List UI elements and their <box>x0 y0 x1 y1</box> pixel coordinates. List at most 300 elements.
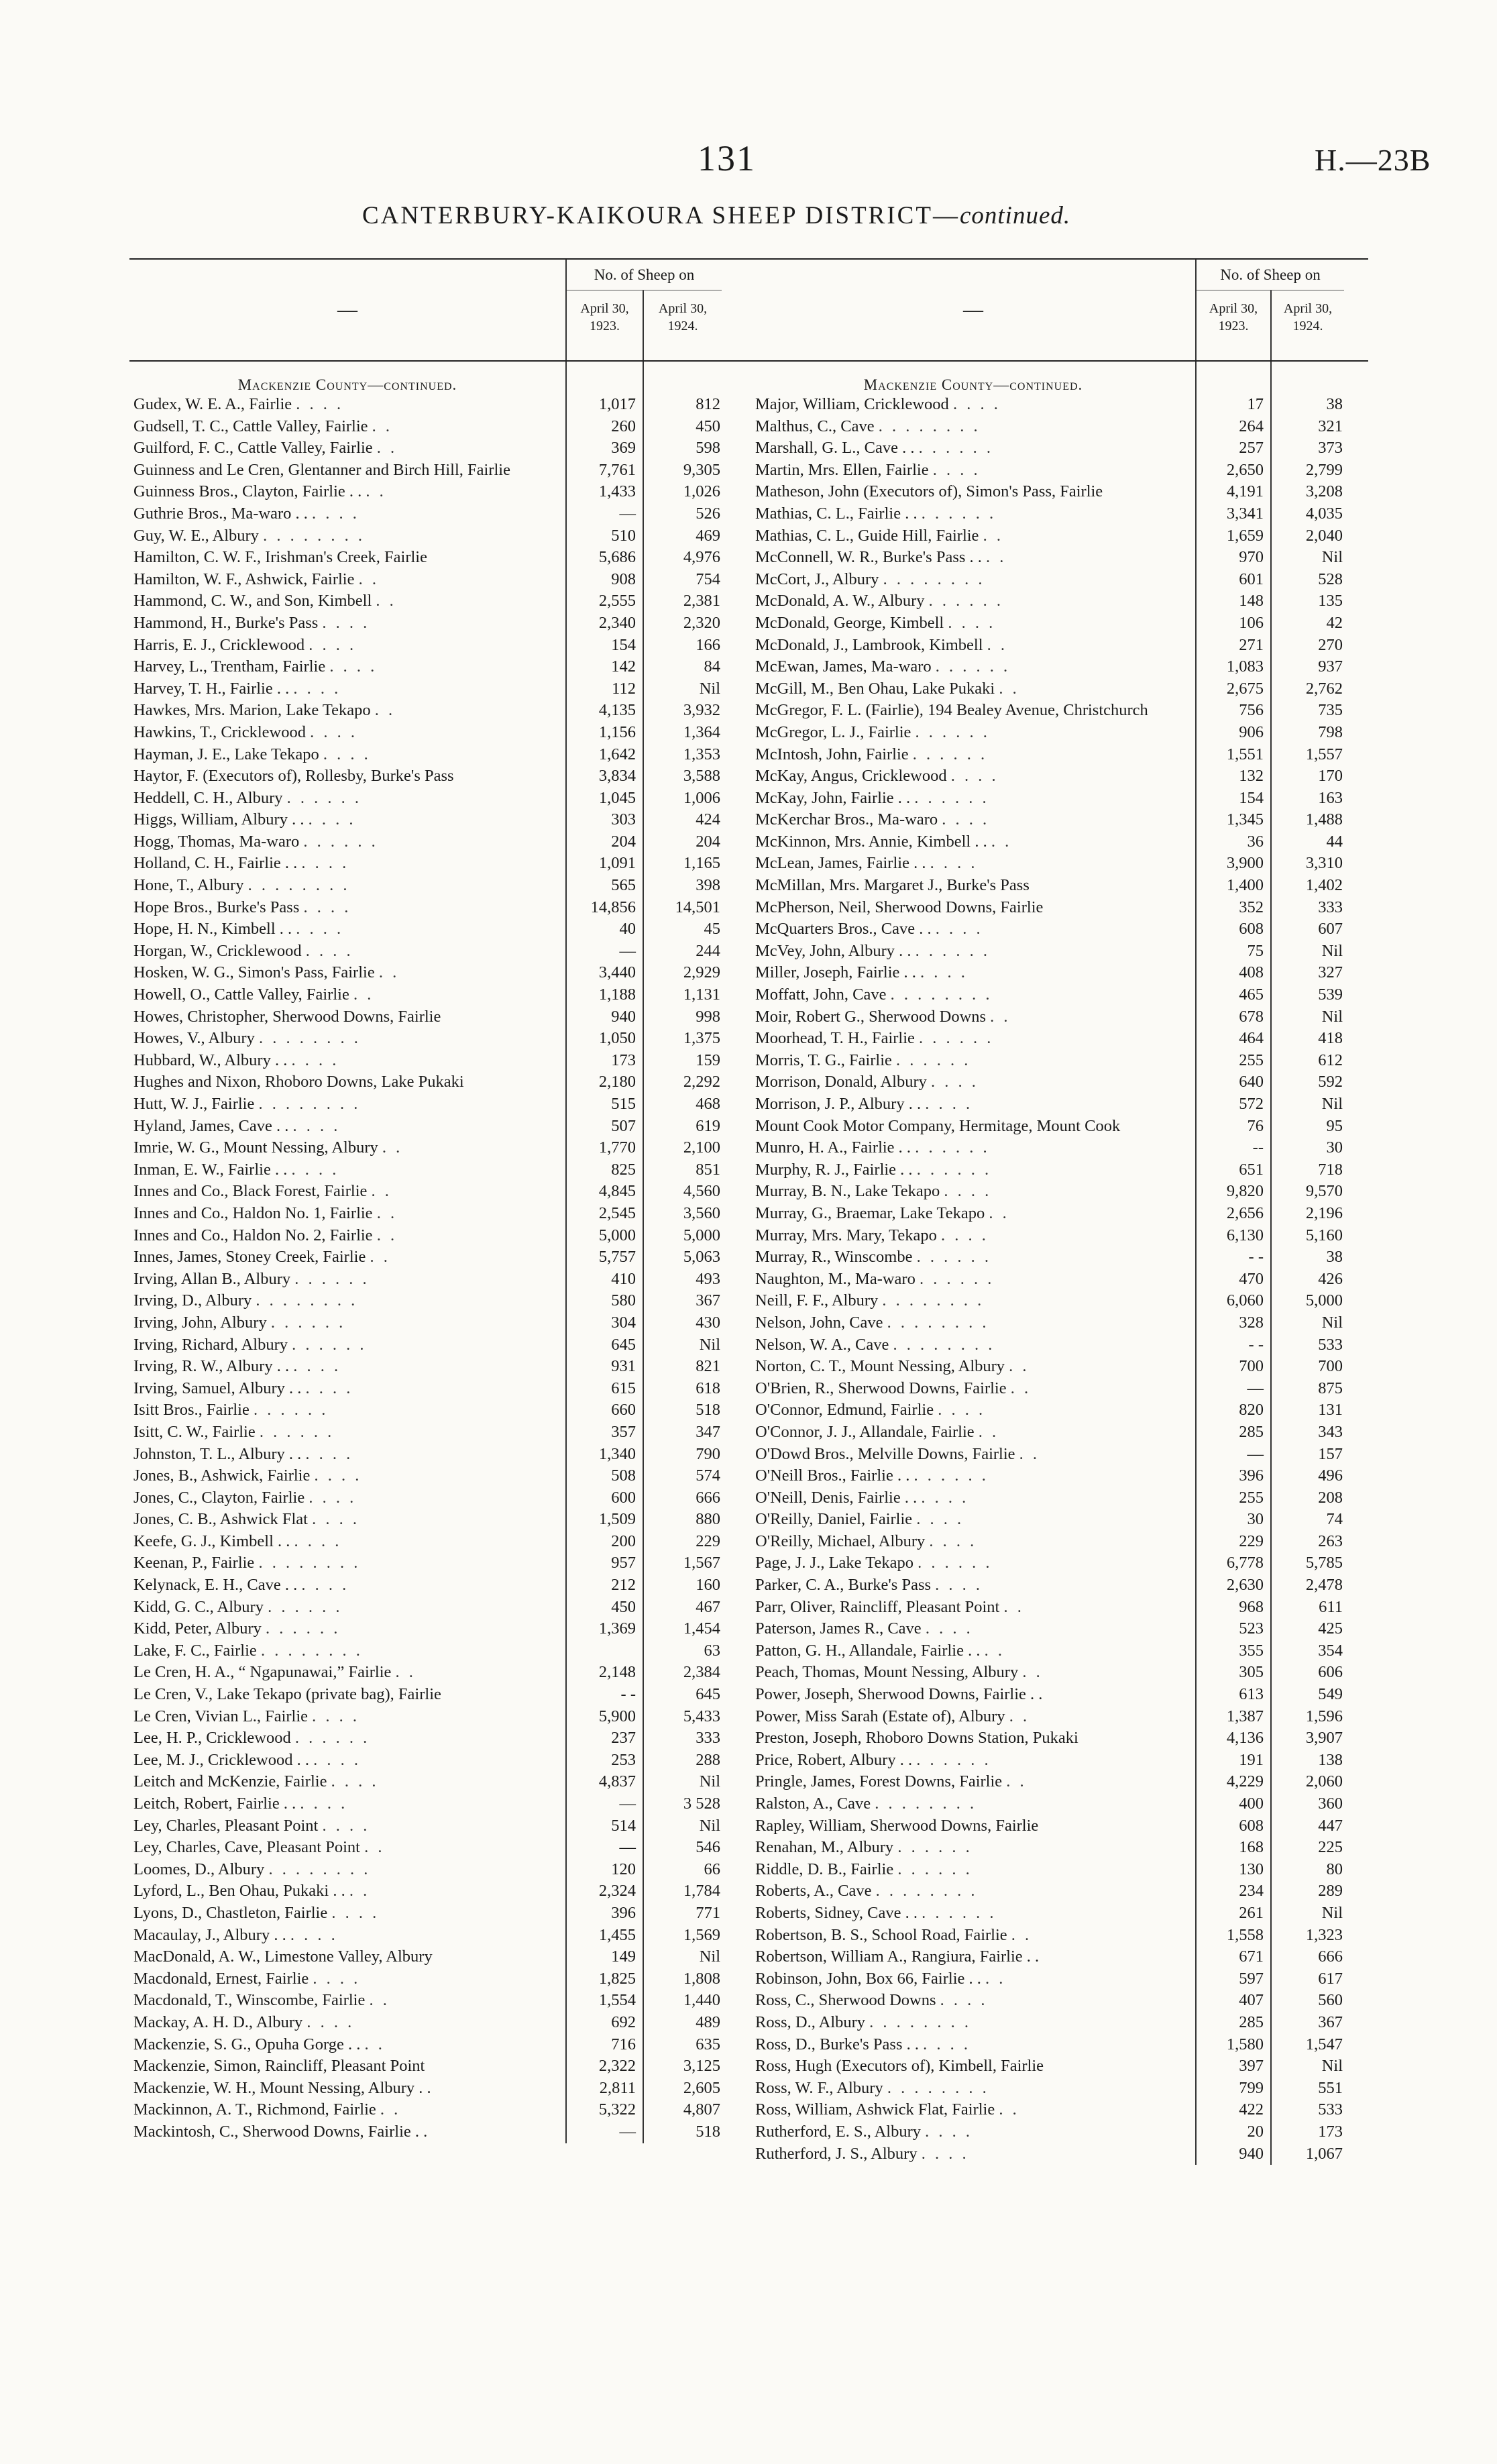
table-row <box>129 1181 800 1203</box>
table-row <box>751 1574 1368 1597</box>
sheep-count-1924: 821 <box>696 1357 720 1376</box>
sheep-count-1924: 9,305 <box>683 460 720 479</box>
leader-dots: . . <box>985 1969 1006 1988</box>
sheep-count-1923: 191 <box>1239 1750 1264 1769</box>
sheep-count-1924: 598 <box>696 439 720 458</box>
table-row <box>129 1990 800 2012</box>
owner-name: Rapley, William, Sherwood Downs, Fairlie <box>755 1816 1039 1835</box>
sheep-count-1923: 3,440 <box>598 963 636 982</box>
owner-name-cell <box>751 460 1195 482</box>
owner-name: Ross, William, Ashwick Flat, Fairlie <box>755 2100 995 2119</box>
table-row <box>751 2121 1368 2143</box>
sheep-count-1924: 3,560 <box>683 1203 720 1222</box>
owner-name: Murray, R., Winscombe <box>755 1248 913 1267</box>
sheep-count-1923: 6,778 <box>1226 1554 1264 1572</box>
sheep-count-1924: 74 <box>1326 1510 1343 1529</box>
sheep-count-1923: 253 <box>611 1750 636 1769</box>
sheep-count-1923: 464 <box>1239 1029 1264 1048</box>
owner-name-cell <box>751 1378 1195 1400</box>
leader-dots: . . . . <box>308 810 356 829</box>
table-row <box>751 1334 1368 1356</box>
owner-name-cell <box>751 941 1195 963</box>
sheep-count-1923: 970 <box>1239 548 1264 567</box>
sheep-count-1924: 38 <box>1326 1248 1343 1267</box>
sheep-count-1924: 3 528 <box>683 1795 720 1813</box>
owner-name: Macdonald, T., Winscombe, Fairlie <box>133 1991 366 2010</box>
sheep-count-1923: — <box>619 2122 636 2141</box>
sheep-count-1924: 2,060 <box>1305 1772 1343 1791</box>
table-row <box>751 984 1368 1006</box>
col-1924-header: April 30, 1924. <box>1283 301 1333 333</box>
leader-dots: . . <box>395 1663 416 1682</box>
sheep-count-1924: 398 <box>696 876 720 895</box>
owner-name-cell <box>129 1028 565 1050</box>
table-row <box>751 1203 1368 1225</box>
sheep-count-1923: 465 <box>1239 985 1264 1004</box>
owner-name: Hutt, W. J., Fairlie <box>133 1095 255 1113</box>
owner-name: Macdonald, Ernest, Fairlie <box>133 1969 309 1988</box>
sheep-count-1924: 208 <box>1318 1488 1343 1507</box>
owner-name-cell <box>751 788 1195 810</box>
table-row <box>129 984 800 1006</box>
table-row <box>129 1246 800 1269</box>
sheep-count-1923: 1,509 <box>598 1510 636 1529</box>
sheep-count-1923: - - <box>1248 1248 1264 1267</box>
leader-dots: . . . . <box>294 1532 342 1550</box>
owner-name: Riddle, D. B., Fairlie <box>755 1860 894 1878</box>
sheep-count-1924: 1,364 <box>683 722 720 741</box>
table-row <box>751 1181 1368 1203</box>
leader-dots: . . . . <box>291 1051 339 1069</box>
table-row <box>129 547 800 569</box>
owner-name-cell <box>751 1225 1195 1247</box>
table-row <box>751 765 1368 788</box>
sheep-count-1924: 607 <box>1318 920 1343 939</box>
sheep-count-1924: 546 <box>696 1838 720 1857</box>
leader-dots: . . <box>984 1641 1005 1660</box>
table-row <box>751 1552 1368 1574</box>
sheep-count-1924: 666 <box>696 1488 720 1507</box>
owner-name-cell <box>129 1771 565 1793</box>
table-row <box>129 1028 800 1050</box>
leader-dots: . . . . <box>303 898 351 916</box>
owner-name: Power, Joseph, Sherwood Downs, Fairlie . . <box>755 1685 1043 1704</box>
sheep-count-1924: 44 <box>1326 832 1343 851</box>
leader-dots: . . . . . . <box>897 1838 973 1857</box>
owner-name-cell <box>751 1159 1195 1181</box>
owner-name: Jones, C., Clayton, Fairlie <box>133 1488 305 1507</box>
leader-dots: . . . . <box>291 1160 339 1179</box>
sheep-count-1924: 526 <box>696 504 720 523</box>
owner-name: Robertson, William A., Rangiura, Fairlie . . <box>755 1947 1040 1966</box>
sheep-count-1923: 120 <box>611 1860 636 1878</box>
leader-dots: . . . . . . . . <box>256 1291 358 1310</box>
leader-dots: . . . . <box>305 1379 353 1397</box>
owner-name: Mackenzie, S. G., Opuha Gorge . . <box>133 2035 361 2053</box>
sheep-count-1923: 148 <box>1239 592 1264 610</box>
owner-name: Mount Cook Motor Company, Hermitage, Mount Cook <box>755 1116 1121 1135</box>
sheep-count-label: No. of Sheep on <box>1197 260 1344 290</box>
table-row <box>751 569 1368 591</box>
owner-name-cell <box>129 1399 565 1422</box>
owner-name: Higgs, William, Albury . . <box>133 810 304 829</box>
owner-name: Lake, F. C., Fairlie <box>133 1641 257 1660</box>
sheep-count-1924: 735 <box>1318 701 1343 720</box>
owner-name: Irving, Allan B., Albury <box>133 1269 291 1288</box>
table-row <box>129 1487 800 1509</box>
owner-name-cell <box>751 1793 1195 1815</box>
table-row <box>129 460 800 482</box>
sheep-count-1923: 1,825 <box>598 1969 636 1988</box>
sheep-count-1924: Nil <box>1321 941 1343 960</box>
owner-name: Ross, D., Burke's Pass . . <box>755 2035 919 2053</box>
owner-name-cell <box>129 1159 565 1181</box>
leader-dots: . . . . <box>312 1510 359 1529</box>
sheep-count-1924: 1,353 <box>683 745 720 763</box>
leader-dots: . . <box>358 570 379 588</box>
sheep-count-1924: 3,125 <box>683 2057 720 2076</box>
table-row <box>129 1837 800 1859</box>
owner-name: Howell, O., Cattle Valley, Fairlie <box>133 985 349 1004</box>
leader-dots: . . . . . . <box>916 1160 992 1179</box>
table-row <box>129 1815 800 1837</box>
leader-dots: . . . . <box>296 395 344 413</box>
table-row <box>751 656 1368 678</box>
sheep-count-1923: 357 <box>611 1422 636 1441</box>
table-row <box>129 1531 800 1553</box>
sheep-count-1924: 354 <box>1318 1641 1343 1660</box>
owner-name: Paterson, James R., Cave <box>755 1619 922 1638</box>
sheep-count-1923: 957 <box>611 1554 636 1572</box>
sheep-count-1924: 2,292 <box>683 1073 720 1091</box>
owner-name: Horgan, W., Cricklewood <box>133 941 302 960</box>
table-row <box>751 1487 1368 1509</box>
sheep-count-1923: -- <box>1252 1138 1264 1157</box>
owner-name-cell <box>751 2055 1195 2078</box>
table-row <box>751 590 1368 612</box>
owner-name: Hope, H. N., Kimbell . . <box>133 920 292 939</box>
sheep-count-1924: 45 <box>704 920 720 939</box>
sheep-count-1924: Nil <box>699 1772 720 1791</box>
owner-name: Morris, T. G., Fairlie <box>755 1051 892 1069</box>
sheep-count-1924: 635 <box>696 2035 720 2053</box>
sheep-count-1924: 1,165 <box>683 854 720 873</box>
owner-name-cell <box>129 1312 565 1334</box>
owner-name: McVey, John, Albury . . <box>755 941 911 960</box>
leader-dots: . . . . . . <box>253 1401 329 1420</box>
owner-name-cell <box>129 394 565 416</box>
leader-dots: . . . . . . . . <box>268 1860 371 1878</box>
owner-name-cell <box>129 1880 565 1903</box>
owner-name: Mackenzie, Simon, Raincliff, Pleasant Point <box>133 2057 425 2076</box>
owner-name: Robinson, John, Box 66, Fairlie . . <box>755 1969 981 1988</box>
sheep-count-1923: 408 <box>1239 963 1264 982</box>
owner-name-cell <box>751 1487 1195 1509</box>
sheep-count-1924: 3,208 <box>1305 482 1343 501</box>
owner-name: Patton, G. H., Allandale, Fairlie . . <box>755 1641 981 1660</box>
owner-name: McKay, John, Fairlie . . <box>755 788 911 807</box>
sheep-count-1923: 229 <box>1239 1532 1264 1550</box>
sheep-count-1923: — <box>1247 1444 1264 1463</box>
sheep-count-header <box>567 260 722 360</box>
owner-name: Murray, B. N., Lake Tekapo <box>755 1182 940 1201</box>
owner-name-cell <box>751 635 1195 657</box>
owner-name-cell <box>751 1837 1195 1859</box>
owner-name: Morrison, J. P., Albury . . <box>755 1095 922 1113</box>
owner-name-cell <box>751 1925 1195 1947</box>
sheep-count-1924: 493 <box>696 1269 720 1288</box>
sheep-count-1924: 2,929 <box>683 963 720 982</box>
sheep-count-1923: 1,369 <box>598 1619 636 1638</box>
owner-name-cell <box>129 2078 565 2100</box>
table-row <box>129 1968 800 1990</box>
table-row <box>129 962 800 984</box>
sheep-count-1923: 515 <box>611 1095 636 1113</box>
leader-dots: . . . . <box>929 1532 977 1550</box>
sheep-count-1923: 422 <box>1239 2100 1264 2119</box>
table-row <box>751 1880 1368 1903</box>
owner-name: Ross, D., Albury <box>755 2013 866 2031</box>
sheep-count-1924: 5,000 <box>683 1226 720 1244</box>
owner-name-cell <box>129 2099 565 2121</box>
table-row <box>751 460 1368 482</box>
owner-name: Innes, James, Stoney Creek, Fairlie <box>133 1248 366 1267</box>
sheep-count-1924: 700 <box>1318 1357 1343 1376</box>
owner-name-cell <box>751 962 1195 984</box>
sheep-count-1923: — <box>1247 1379 1264 1397</box>
table-row <box>129 722 800 744</box>
owner-name-cell <box>751 678 1195 700</box>
owner-name: Ley, Charles, Pleasant Point <box>133 1816 319 1835</box>
table-row <box>751 394 1368 416</box>
leader-dots: . . . . <box>300 1795 348 1813</box>
leader-dots: . . . . <box>948 613 996 632</box>
table-row <box>129 744 800 766</box>
table-row <box>129 1269 800 1291</box>
owner-name-cell <box>129 1618 565 1640</box>
col-1923-header: April 30, 1923. <box>567 290 644 360</box>
table-header <box>129 260 800 362</box>
sheep-count-1924: 447 <box>1318 1816 1343 1835</box>
leader-dots: . . <box>353 985 374 1004</box>
sheep-count-1924: 450 <box>696 417 720 435</box>
leader-dots: . . . . . . <box>270 1313 346 1332</box>
sheep-count-1923: 1,400 <box>1226 876 1264 895</box>
leader-dots: . . . . <box>938 1401 986 1420</box>
table-body <box>129 362 800 2143</box>
sheep-count-1923: 1,580 <box>1226 2035 1264 2053</box>
owner-name: Guthrie Bros., Ma-waro . . <box>133 504 308 523</box>
leader-dots: . . . . <box>940 1991 988 2010</box>
sheep-count-1923: 237 <box>611 1729 636 1748</box>
sheep-count-1923: 608 <box>1239 920 1264 939</box>
owner-name: Power, Miss Sarah (Estate of), Albury <box>755 1707 1005 1725</box>
owner-name-cell <box>129 1050 565 1072</box>
owner-name-cell <box>129 437 565 460</box>
owner-name-cell <box>751 984 1195 1006</box>
owner-name-cell <box>129 1137 565 1159</box>
table-row <box>751 416 1368 438</box>
owner-name: Harvey, T. H., Fairlie . . <box>133 679 290 698</box>
owner-name-cell <box>129 1859 565 1881</box>
owner-name: O'Connor, Edmund, Fairlie <box>755 1401 934 1420</box>
owner-name-cell <box>129 722 565 744</box>
owner-name: McLean, James, Fairlie . . <box>755 854 926 873</box>
owner-name: Nelson, W. A., Cave <box>755 1335 889 1354</box>
sheep-count-1923: 660 <box>611 1401 636 1420</box>
table-row <box>129 1750 800 1772</box>
owner-name: Hyland, James, Cave . . <box>133 1116 289 1135</box>
owner-name-cell <box>129 1269 565 1291</box>
sheep-count-1924: 469 <box>696 526 720 545</box>
sheep-count-1924: 3,588 <box>683 767 720 786</box>
col-1924-header: April 30, 1924. <box>658 301 708 333</box>
table-row <box>129 678 800 700</box>
table-row <box>751 1071 1368 1093</box>
leader-dots: . . <box>364 1838 385 1857</box>
sheep-count-1923: 396 <box>611 1903 636 1922</box>
sheep-count-1923: - - <box>1248 1335 1264 1354</box>
leader-dots: . . . . . . . . <box>247 876 350 895</box>
sheep-count-1923: 514 <box>611 1816 636 1835</box>
owner-name-cell <box>751 1399 1195 1422</box>
sheep-count-1923: 1,433 <box>598 482 636 501</box>
owner-name: Gudsell, T. C., Cattle Valley, Fairlie <box>133 417 368 435</box>
table-row <box>751 1050 1368 1072</box>
owner-name-cell <box>751 1640 1195 1662</box>
right-table <box>751 258 1368 2165</box>
owner-name-cell <box>751 1684 1195 1706</box>
sheep-count-1924: Nil <box>1321 1007 1343 1026</box>
owner-name: Lyons, D., Chastleton, Fairlie <box>133 1903 328 1922</box>
sheep-count-1924: Nil <box>1321 1095 1343 1113</box>
leader-dots: . . . . <box>944 1182 992 1201</box>
sheep-count-1923: 2,650 <box>1226 460 1264 479</box>
owner-name-cell <box>129 853 565 875</box>
owner-name: Guinness Bros., Clayton, Fairlie . . <box>133 482 362 501</box>
owner-name-cell <box>129 635 565 657</box>
sheep-count-1923: 36 <box>1247 832 1264 851</box>
sheep-count-1923: 1,188 <box>598 985 636 1004</box>
sheep-count-1924: 225 <box>1318 1838 1343 1857</box>
table-row <box>129 1093 800 1116</box>
owner-name-cell <box>129 678 565 700</box>
sheep-count-1924: 2,040 <box>1305 526 1343 545</box>
owner-name-cell <box>129 1552 565 1574</box>
table-row <box>751 875 1368 897</box>
owner-name: McKinnon, Mrs. Annie, Kimbell . . <box>755 832 987 851</box>
page-title <box>362 201 1070 230</box>
owner-name: Rutherford, J. S., Albury <box>755 2144 918 2163</box>
table-row <box>129 918 800 941</box>
sheep-count-1923: 264 <box>1239 417 1264 435</box>
sheep-count-1923: 600 <box>611 1488 636 1507</box>
owner-name-cell <box>751 1880 1195 1903</box>
sheep-count-1924: 2,196 <box>1305 1203 1343 1222</box>
leader-dots: . . <box>989 1203 1009 1222</box>
owner-name: Matheson, John (Executors of), Simon's Pass, Fairlie <box>755 482 1103 501</box>
table-row <box>129 700 800 722</box>
table-row <box>751 1093 1368 1116</box>
sheep-count-1924: 2,320 <box>683 613 720 632</box>
owner-name-cell <box>751 2121 1195 2143</box>
sheep-count-1923: 1,387 <box>1226 1707 1264 1725</box>
owner-name: McGregor, F. L. (Fairlie), 194 Bealey Avenue, Christchurch <box>755 701 1148 720</box>
sheep-count-1923: 1,083 <box>1226 657 1264 676</box>
owner-name-cell <box>129 1290 565 1312</box>
owner-name-cell <box>751 1269 1195 1291</box>
owner-name: Mathias, C. L., Guide Hill, Fairlie <box>755 526 979 545</box>
owner-name-cell <box>751 1356 1195 1378</box>
sheep-count-1923: 1,770 <box>598 1138 636 1157</box>
table-row <box>751 1618 1368 1640</box>
sheep-count-1923: 255 <box>1239 1488 1264 1507</box>
sheep-count-1923 <box>565 1640 643 1662</box>
leader-dots: . . . . . . <box>935 657 1011 676</box>
owner-name-cell <box>129 831 565 853</box>
sheep-count-1923: 304 <box>611 1313 636 1332</box>
owner-name-cell <box>129 765 565 788</box>
leader-dots: . . . . . . <box>294 1269 370 1288</box>
owner-name-cell <box>751 1706 1195 1728</box>
owner-name: Morrison, Donald, Albury <box>755 1073 927 1091</box>
table-row <box>129 1574 800 1597</box>
sheep-count-1924: 80 <box>1326 1860 1343 1878</box>
owner-name: Isitt, C. W., Fairlie <box>133 1422 256 1441</box>
table-row <box>751 1399 1368 1422</box>
owner-name-cell <box>751 1116 1195 1138</box>
table-row <box>751 1706 1368 1728</box>
owner-name: O'Reilly, Michael, Albury <box>755 1532 926 1550</box>
owner-name: Hawkins, T., Cricklewood <box>133 722 306 741</box>
sheep-count-1924: 1,488 <box>1305 810 1343 829</box>
table-row <box>751 2034 1368 2056</box>
sheep-count-1923: 3,900 <box>1226 854 1264 873</box>
sheep-count-1923: 285 <box>1239 2013 1264 2031</box>
table-row <box>129 1006 800 1028</box>
sheep-count-1924: 592 <box>1318 1073 1343 1091</box>
owner-name-cell <box>129 1946 565 1968</box>
sheep-count-1923: 4,837 <box>598 1772 636 1791</box>
sheep-count-1924: 38 <box>1326 395 1343 413</box>
sheep-count-1924: 645 <box>696 1685 720 1704</box>
owner-name: Hamilton, C. W. F., Irishman's Creek, Fairlie <box>133 548 427 567</box>
sheep-count-1924: 2,762 <box>1305 679 1343 698</box>
owner-name-cell <box>129 1925 565 1947</box>
owner-name: Robertson, B. S., School Road, Fairlie <box>755 1925 1007 1944</box>
leader-dots: . . . . . . <box>294 1729 370 1748</box>
leader-dots: . . . . . . <box>919 1029 994 1048</box>
table-row <box>129 481 800 503</box>
owner-name-cell <box>129 1574 565 1597</box>
owner-name-cell <box>751 1246 1195 1269</box>
table-row <box>129 1706 800 1728</box>
sheep-count-1923: 1,642 <box>598 745 636 763</box>
leader-dots: . . . . <box>935 1576 983 1595</box>
owner-name-cell <box>751 722 1195 744</box>
sheep-count-1924: 612 <box>1318 1051 1343 1069</box>
owner-name-cell <box>129 1116 565 1138</box>
sheep-count-1924: 66 <box>704 1860 720 1878</box>
owner-name-cell <box>129 2121 565 2143</box>
owner-name-cell <box>129 1793 565 1815</box>
table-row <box>129 656 800 678</box>
page-number: 131 <box>698 138 756 178</box>
leader-dots: . . . . . . <box>918 1554 993 1572</box>
owner-name: Macaulay, J., Albury . . <box>133 1925 286 1944</box>
table-row <box>129 2099 800 2121</box>
sheep-count-1923: 799 <box>1239 2078 1264 2097</box>
